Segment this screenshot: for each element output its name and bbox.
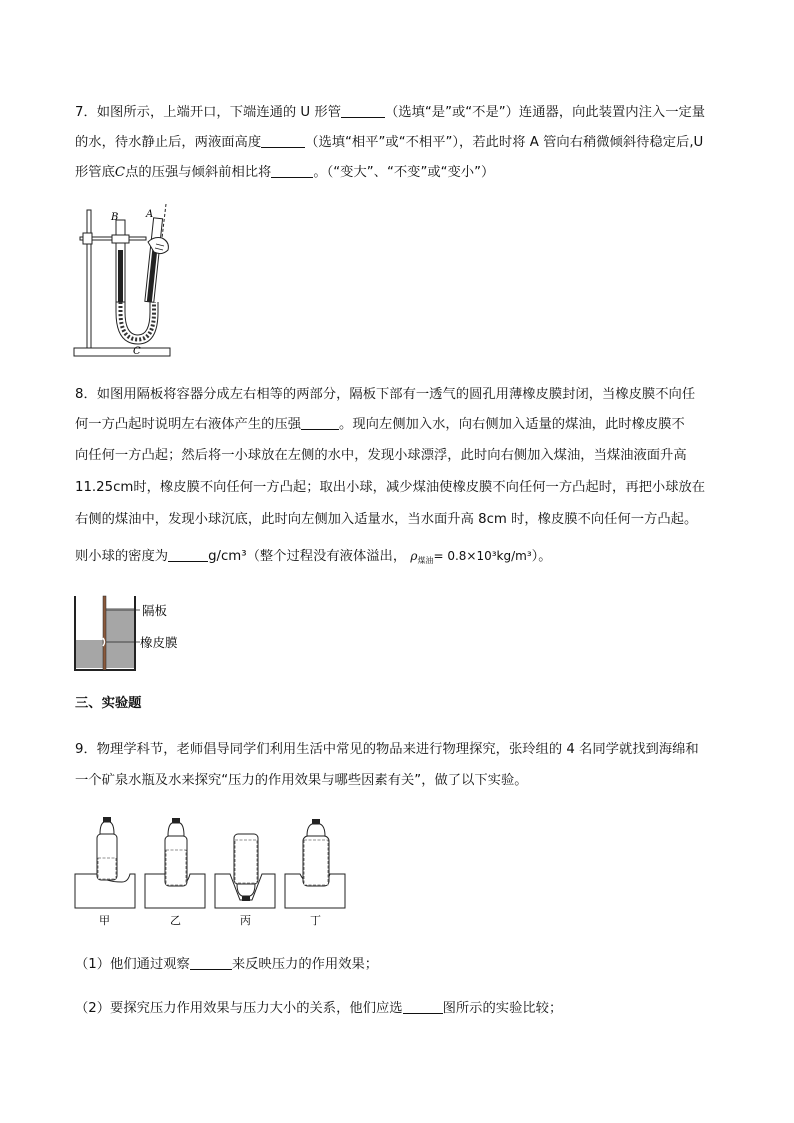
q7-line-2: 的水，待水静止后，两液面高度 （选填“相平”或“不相平”），若此时将 A 管向右稍微倾斜待稳定后,U: [75, 135, 704, 150]
q8-line-3: 向任何一方凸起；然后将一小球放在左侧的水中，发现小球漂浮，此时向右侧加入煤油，当煤油液面升高: [75, 448, 687, 463]
section-heading-experiment: 三、实验题: [75, 696, 142, 711]
label-b: B: [111, 212, 119, 223]
label-a: A: [146, 209, 154, 220]
tube-b-water: [118, 250, 123, 302]
label-ding: 丁: [310, 914, 321, 927]
label-bing: 丙: [240, 914, 251, 927]
q8-line-6: 则小球的密度为 g/cm³（整个过程没有液体溢出， $\rho_{煤油}= 0.8\times 10^3kg/m^3$）。: [75, 549, 552, 565]
q8-blank-2[interactable]: [168, 547, 208, 562]
partition: [103, 596, 106, 670]
sponge-bottle-figure: [72, 812, 352, 932]
q7-blank-2[interactable]: [261, 133, 305, 148]
setup-bing: [215, 834, 275, 927]
u-tube-figure: [70, 202, 180, 360]
label-yi: 乙: [170, 914, 181, 927]
label-c: C: [133, 346, 141, 357]
q9-line-1: 9．物理学科节，老师倡导同学们利用生活中常见的物品来进行物理探究，张玲组的 4 名同学就找到海绵和: [75, 742, 699, 757]
q9-line-2: 一个矿泉水瓶及水来探究“压力的作用效果与哪些因素有关”，做了以下实验。: [75, 773, 528, 788]
setup-yi: [145, 818, 205, 927]
stand-rod: [87, 210, 91, 348]
q8-line-1: 8．如图用隔板将容器分成左右相等的两部分，隔板下部有一透气的圆孔用薄橡皮膜封闭，当橡皮膜不向任: [75, 387, 696, 402]
tube-a: [145, 218, 163, 302]
partition-container-figure: [72, 592, 192, 674]
setup-ding: [285, 819, 345, 927]
clamp-boss: [83, 233, 92, 244]
q7-blank-1[interactable]: [341, 103, 385, 118]
label-partition: 隔板: [142, 603, 168, 618]
setup-jia: [75, 817, 135, 927]
q8-line-2: 何一方凸起时说明左右液体产生的压强 。现向左侧加入水，向右侧加入适量的煤油，此时橡皮膜不: [75, 417, 685, 432]
stand-base: [74, 348, 170, 356]
right-liquid: [106, 608, 134, 668]
left-liquid: [76, 640, 104, 668]
label-membrane: 橡皮膜: [140, 635, 178, 650]
q9-sub-2: （2）要探究压力作用效果与压力大小的关系，他们应选 图所示的实验比较；: [75, 1001, 563, 1016]
q8-line-4: 11.25cm时，橡皮膜不向任何一方凸起；取出小球，减少煤油使橡皮膜不向任何一方凸起时，再把小球放在: [75, 480, 706, 495]
tube-clamp-b: [112, 235, 129, 243]
q7-line-3: 形管底C点的压强与倾斜前相比将 。（“变大”、“不变”或“变小”）: [75, 165, 495, 180]
u-bend-inner: [125, 302, 150, 335]
q9-blank-2[interactable]: [403, 999, 443, 1014]
q8-line-5: 右侧的煤油中，发现小球沉底，此时向左侧加入适量水，当水面升高 8cm 时，橡皮膜不向任何一方凸起。: [75, 512, 698, 527]
q7-blank-3[interactable]: [271, 163, 313, 178]
q9-blank-1[interactable]: [190, 955, 232, 970]
q8-blank-1[interactable]: [301, 415, 339, 430]
q9-sub-1: （1）他们通过观察 来反映压力的作用效果；: [75, 957, 379, 972]
label-jia: 甲: [99, 914, 110, 927]
q7-line-1: 7．如图所示，上端开口，下端连通的 U 形管 （选填“是”或“不是”）连通器，向此装置内注入一定量: [75, 105, 706, 120]
